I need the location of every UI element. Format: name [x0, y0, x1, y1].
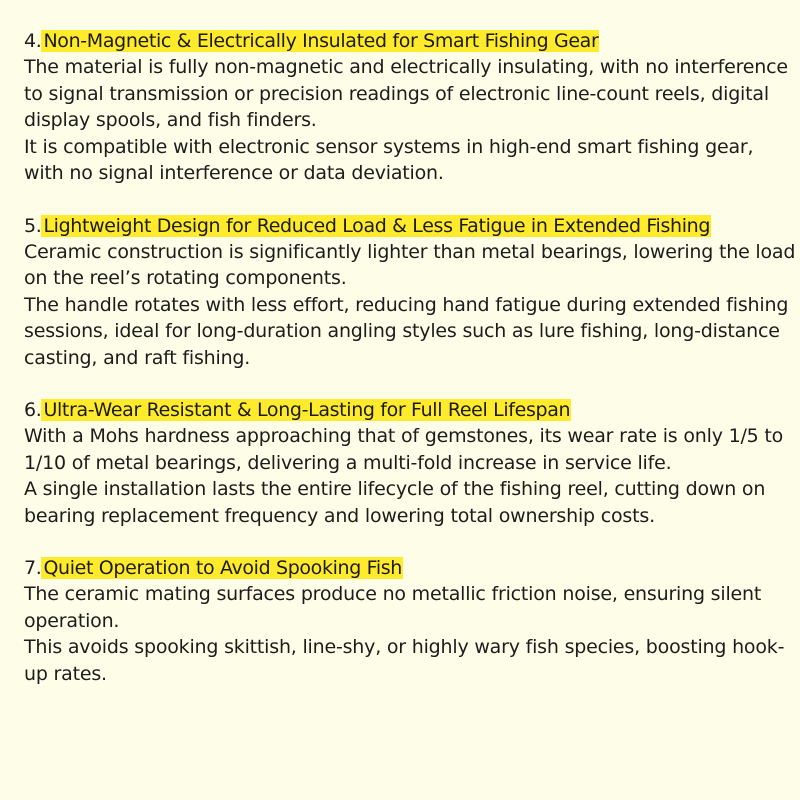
- paragraph: The handle rotates with less effort, reducing hand fatigue during extended fishing sessions, ideal for long-duration angling styles such as lure fishing, long-distance casting, and raft fishing.: [24, 293, 789, 369]
- paragraph: A single installation lasts the entire lifecycle of the fishing reel, cutting down on bearing replacement frequency and lowering total ownership costs.: [24, 478, 766, 527]
- section-number: 5.: [24, 214, 42, 237]
- paragraph: The ceramic mating surfaces produce no metallic friction noise, ensuring silent operation.: [24, 583, 762, 632]
- section-6: [24, 397, 800, 529]
- section-title: Quiet Operation to Avoid Spooking Fish: [43, 557, 402, 579]
- section-title: Non-Magnetic & Electrically Insulated for Smart Fishing Gear: [43, 30, 599, 52]
- paragraph: This avoids spooking skittish, line-shy, or highly wary fish species, boosting hook-up rates.: [24, 636, 785, 685]
- section-title: Lightweight Design for Reduced Load & Less Fatigue in Extended Fishing: [43, 214, 711, 237]
- section-heading: [24, 555, 800, 581]
- section-7: [24, 555, 800, 687]
- section-number: 4.: [24, 30, 42, 52]
- section-heading: [24, 213, 800, 239]
- paragraph: Ceramic construction is significantly lighter than metal bearings, lowering the load on the reel’s rotating components.: [24, 240, 796, 289]
- section-heading: [24, 397, 800, 423]
- section-4: [24, 28, 800, 187]
- section-5: [24, 213, 800, 372]
- section-title: Ultra-Wear Resistant & Long-Lasting for Full Reel Lifespan: [43, 399, 571, 421]
- paragraph: The material is fully non-magnetic and electrically insulating, with no interference to signal transmission or precision readings of electronic line-count reels, digital display spools, and fish finders.: [24, 56, 788, 131]
- section-heading: [24, 28, 800, 54]
- section-number: 7.: [24, 557, 42, 579]
- paragraph: It is compatible with electronic sensor systems in high-end smart fishing gear, with no signal interference or data deviation.: [24, 135, 754, 184]
- section-number: 6.: [24, 399, 42, 421]
- paragraph: With a Mohs hardness approaching that of gemstones, its wear rate is only 1/5 to 1/10 of metal bearings, delivering a multi-fold increase in service life.: [24, 425, 784, 474]
